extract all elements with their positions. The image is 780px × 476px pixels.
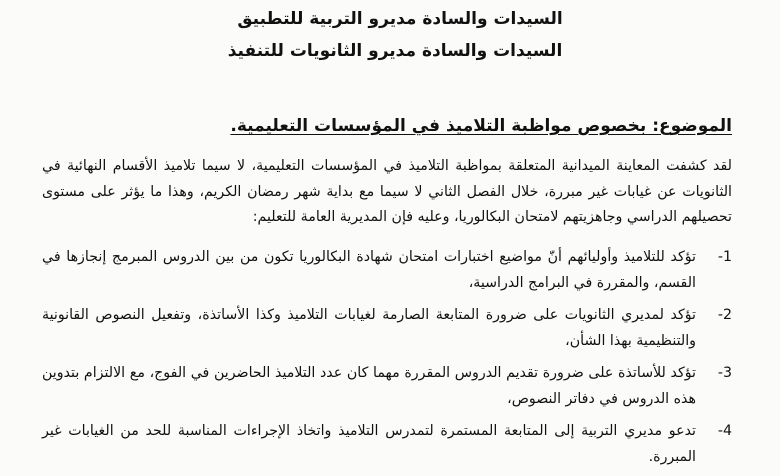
list-item (42, 418, 732, 470)
list-item (42, 302, 732, 354)
list-item (42, 360, 732, 412)
subject-text: الموضوع: بخصوص مواظبة التلاميذ في المؤسسات التعليمية. (230, 116, 732, 136)
list-item-text: تدعو مديري التربية إلى المتابعة المستمرة لتمدرس التلاميذ واتخاذ الإجراءات المناسبة للحد من الغيابات غير المبررة. (42, 423, 696, 465)
list-item-text: تؤكد لمديري الثانويات على ضرورة المتابعة الصارمة لغيابات التلاميذ وكذا الأساتذة، وتفعيل النصوص القانونية والتنظيمية بهذا الشأن، (42, 307, 696, 349)
addressee-line-2: السيدات والسادة مديرو الثانويات للتنفيذ (227, 41, 563, 61)
addressee-line-1: السيدات والسادة مديرو التربية للتطبيق (237, 9, 563, 29)
list-item-number: -2 (717, 307, 732, 323)
list-item-text: تؤكد للتلاميذ وأوليائهم أنّ مواضيع اختبارات امتحان شهادة البكالوريا تكون من بين الدروس المبرمج إنجازها في القسم، والمقررة في البرامج الدراسية، (42, 249, 696, 291)
list-item-text: تؤكد للأساتذة على ضرورة تقديم الدروس المقررة مهما كان عدد التلاميذ الحاضرين في الفوج، مع الالتزام بتدوين هذه الدروس في دفاتر النصوص، (42, 365, 696, 407)
directives-list (42, 244, 732, 476)
list-item-number: -3 (717, 365, 732, 381)
list-item-number: -4 (717, 423, 732, 439)
intro-paragraph: لقد كشفت المعاينة الميدانية المتعلقة بمواظبة التلاميذ في المؤسسات التعليمية، لا سيما تلاميذ الأقسام النهائية في الثانويات عن غيابات غير مبررة، خلال الفصل الثاني لا سيما مع بداية شهر رمضان الكريم، وهذا ما يؤثر على مستوى تحصيلهم الدراسي وجاهزيتهم لامتحان البكالوريا، وعليه فإن المديرية العامة للتعليم: (42, 158, 732, 225)
list-item-number: -1 (717, 249, 732, 265)
subject-line (230, 114, 732, 138)
list-item (42, 244, 732, 296)
